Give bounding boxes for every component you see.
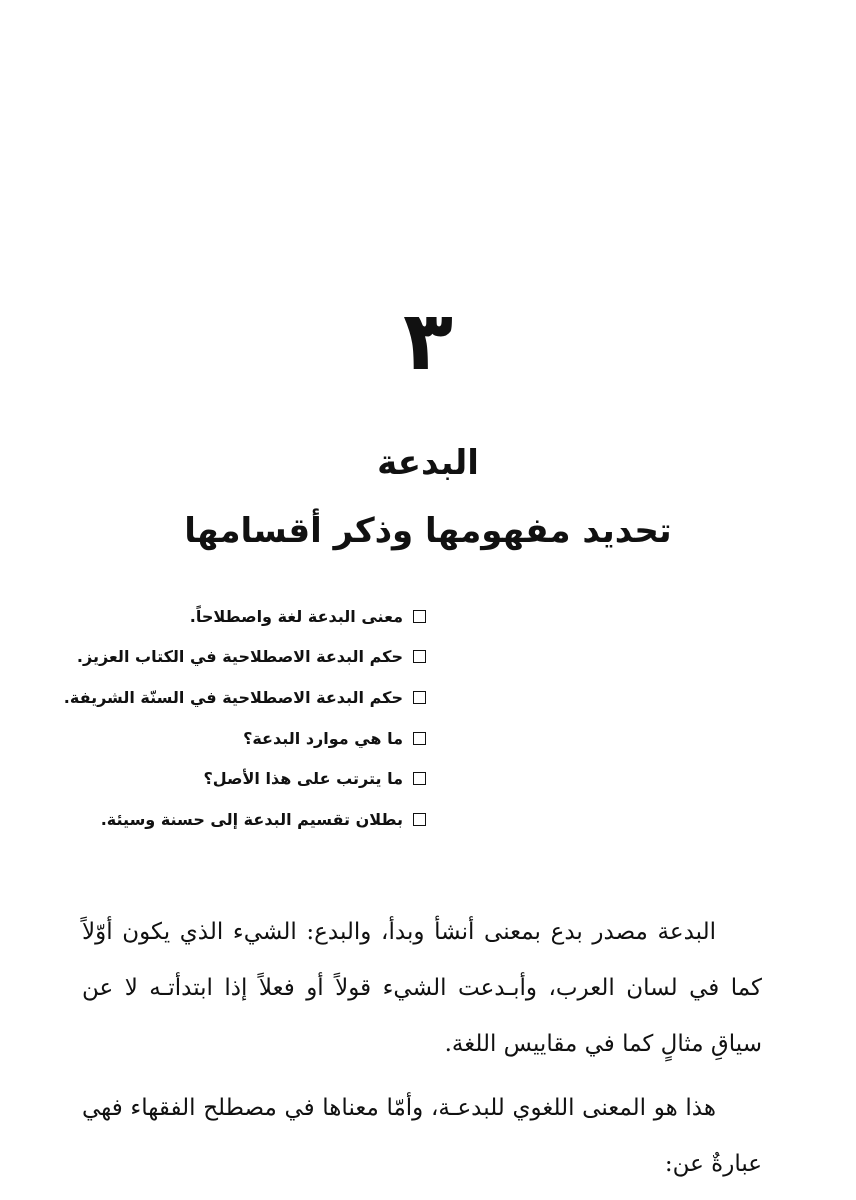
chapter-number: ٣ (402, 294, 454, 389)
topic-label: بطلان تقسيم البدعة إلى حسنة وسيئة. (100, 809, 403, 829)
topic-item (66, 718, 426, 759)
checkbox-icon (413, 772, 426, 785)
checkbox-icon (413, 732, 426, 745)
topic-label: ما هي موارد البدعة؟ (243, 728, 403, 748)
topic-item (66, 637, 426, 678)
chapter-topics-list (63, 596, 426, 840)
topic-item (66, 596, 426, 637)
topic-item (63, 677, 426, 718)
topic-label: حكم البدعة الاصطلاحية في الكتاب العزيز. (76, 647, 403, 667)
checkbox-icon (413, 691, 426, 704)
checkbox-icon (413, 610, 426, 623)
topic-item (66, 758, 426, 799)
checkbox-icon (413, 650, 426, 663)
chapter-subtitle: تحديد مفهومها وذكر أقسامها (184, 511, 672, 551)
topic-item (66, 799, 426, 840)
topic-label: ما يترتب على هذا الأصل؟ (203, 769, 403, 789)
body-text (82, 904, 762, 1200)
chapter-title: البدعة (377, 443, 479, 483)
body-paragraph: البدعة مصدر بدع بمعنى أنشأ وبدأ، والبدع: الشيء الذي يكون أوّلاً كما في لسان العرب، وأبـدعت الشيء قولاً أو فعلاً إذا ابتدأتـه لا عن سياقِ مثالٍ كما في مقاييس اللغة. (82, 919, 762, 1057)
topic-label: معنى البدعة لغة واصطلاحاً. (189, 606, 403, 626)
checkbox-icon (413, 813, 426, 826)
body-paragraph: هذا هو المعنى اللغوي للبدعـة، وأمّا معناها في مصطلح الفقهاء فهي عبارةٌ عن: (82, 1095, 762, 1177)
topic-label: حكم البدعة الاصطلاحية في السنّة الشريفة. (63, 687, 403, 707)
